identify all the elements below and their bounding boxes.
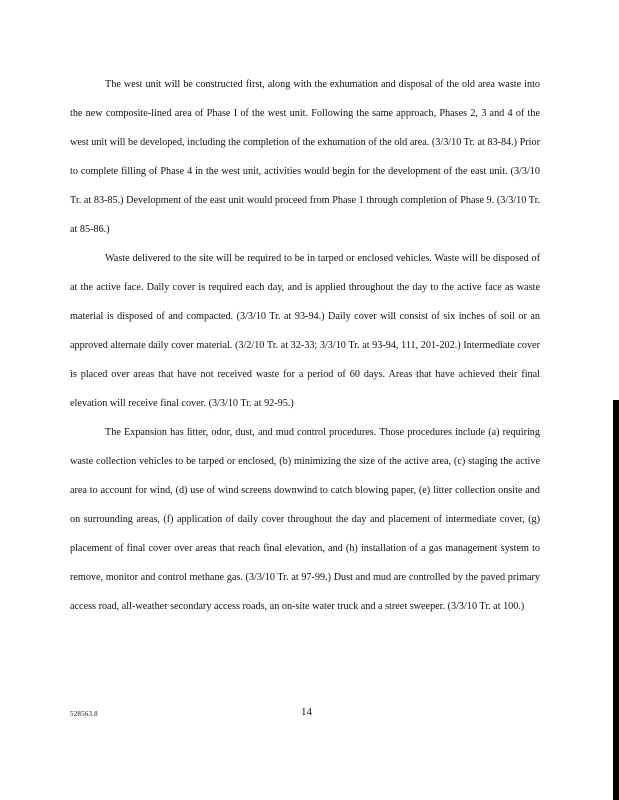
paragraph-expansion-controls: The Expansion has litter, odor, dust, and mud control procedures. Those procedures include (a) requiring waste collection vehicles to be tarped or enclosed, (b) minimizing the size of the active area, (c) staging the active area to account for wind, (d) use of wind screens downwind to catch blowing paper, (e) litter collection onsite and on surrounding areas, (f) application of daily cover throughout the day and placement of intermediate cover, (g) placement of final cover over areas that reach final elevation, and (h) installation of a gas management system to remove, monitor and control methane gas. (3/3/10 Tr. at 97-99.) Dust and mud are controlled by the paved primary access road, all-weather secondary access roads, an on-site water truck and a street sweeper. (3/3/10 Tr. at 100.) [70, 427, 540, 612]
body-text [70, 70, 540, 621]
scan-edge-bar [613, 400, 619, 800]
footer-document-code: 528563.8 [70, 710, 98, 718]
paragraph-waste-delivery: Waste delivered to the site will be required to be in tarped or enclosed vehicles. Waste will be disposed of at the active face. Daily cover is required each day, and is applied throughout the day to the active face as waste material is disposed of and compacted. (3/3/10 Tr. at 93-94.) Daily cover will consist of six inches of soil or an approved alternate daily cover material. (3/2/10 Tr. at 32-33; 3/3/10 Tr. at 93-94, 111, 201-202.) Intermediate cover is placed over areas that have not received waste for a period of 60 days. Areas that have achieved their final elevation will receive final cover. (3/3/10 Tr. at 92-95.) [70, 253, 540, 409]
paragraph-west-unit: The west unit will be constructed first, along with the exhumation and disposal of the old area waste into the new composite-lined area of Phase I of the west unit. Following the same approach, Phases 2, 3 and 4 of the west unit will be developed, including the completion of the exhumation of the old area. (3/3/10 Tr. at 83-84.) Prior to complete filling of Phase 4 in the west unit, activities would begin for the development of the east unit. (3/3/10 Tr. at 83-85.) Development of the east unit would proceed from Phase 1 through completion of Phase 9. (3/3/10 Tr. at 85-86.) [70, 79, 540, 235]
page-number: 14 [301, 706, 312, 718]
